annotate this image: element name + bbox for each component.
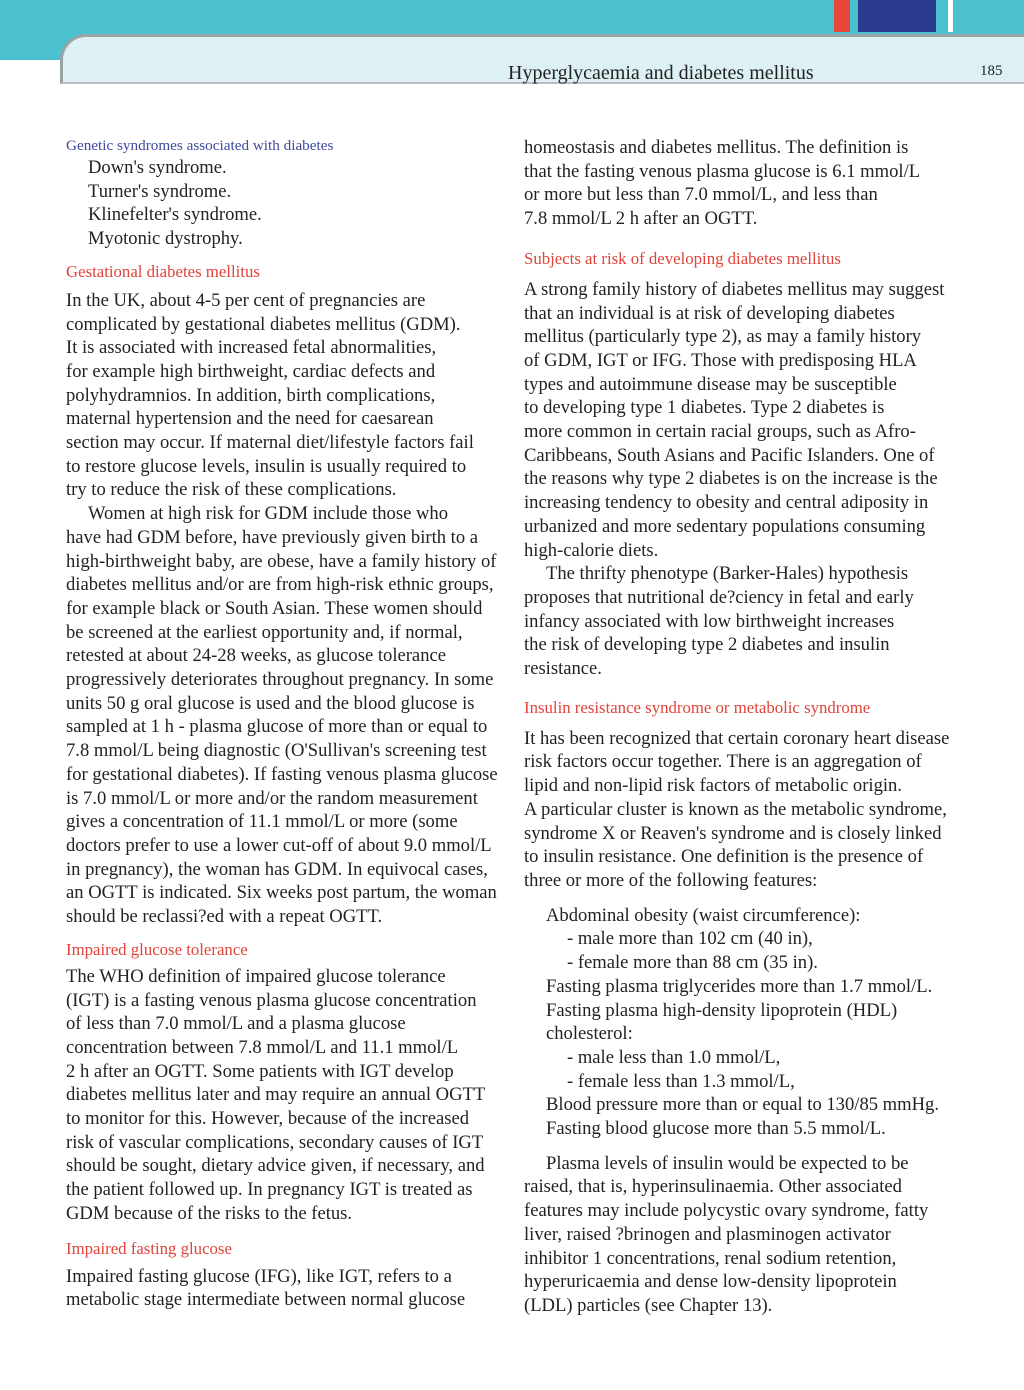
text-line: diabetes mellitus later and may require an annual OGTT (66, 1084, 486, 1106)
text-line: high-birthweight baby, are obese, have a family history of (66, 550, 497, 572)
text-line: in pregnancy), the woman has GDM. In equivocal cases, (66, 858, 488, 880)
list-item: Down's syndrome. (88, 157, 227, 178)
page-number: 185 (980, 63, 1003, 79)
text-line: 7.8 mmol/L being diagnostic (O'Sullivan's screening test (66, 740, 487, 762)
text-line: more common in certain racial groups, such as Afro- (524, 421, 916, 443)
list-item: - male less than 1.0 mmol/L, (567, 1046, 781, 1068)
text-line: for gestational diabetes). If fasting venous plasma glucose (66, 763, 498, 785)
text-line: should be reclassi?ed with a repeat OGTT. (66, 906, 383, 928)
text-line: to restore glucose levels, insulin is usually required to (66, 455, 467, 477)
text-line: gives a concentration of 11.1 mmol/L or more (some (66, 811, 458, 833)
text-line: for example high birthweight, cardiac defects and (66, 360, 436, 382)
list-item: Blood pressure more than or equal to 130/85 mmHg. (546, 1094, 939, 1116)
text-line: A strong family history of diabetes mellitus may suggest (524, 278, 945, 300)
list-item: - female less than 1.3 mmol/L, (567, 1070, 795, 1092)
text-line: that the fasting venous plasma glucose is 6.1 mmol/L (524, 160, 921, 182)
list-item: Fasting plasma high-density lipoprotein (HDL) (546, 999, 898, 1021)
text-line: Women at high risk for GDM include those who (88, 503, 448, 525)
gdm-paragraph-2 (66, 502, 528, 929)
section-heading-gdm: Gestational diabetes mellitus (66, 261, 260, 281)
section-heading-insulin-resistance: Insulin resistance syndrome or metabolic syndrome (524, 697, 871, 717)
text-line: try to reduce the risk of these complications. (66, 479, 397, 501)
list-item: Fasting blood glucose more than 5.5 mmol/L. (546, 1118, 886, 1140)
text-line: GDM because of the risks to the fetus. (66, 1202, 353, 1224)
header-accent-red (834, 0, 850, 32)
header-accent-navy (858, 0, 936, 32)
text-line: Impaired fasting glucose (IFG), like IGT, refers to a (66, 1265, 452, 1287)
list-item: - female more than 88 cm (35 in). (567, 952, 818, 974)
text-line: inhibitor 1 concentrations, renal sodium retention, (524, 1247, 897, 1269)
irs-paragraph-2 (524, 1152, 984, 1318)
text-line: It has been recognized that certain coronary heart disease (524, 727, 950, 749)
left-column (66, 136, 528, 1312)
risk-paragraph-2 (524, 562, 984, 681)
text-line: risk of vascular complications, secondary causes of IGT (66, 1131, 484, 1153)
text-line: the patient followed up. In pregnancy IGT is treated as (66, 1179, 473, 1201)
text-line: The thrifty phenotype (Barker-Hales) hypothesis (546, 563, 909, 585)
text-line: In the UK, about 4-5 per cent of pregnancies are (66, 289, 426, 311)
gdm-paragraph-1 (66, 289, 528, 502)
text-line: or more but less than 7.0 mmol/L, and less than (524, 184, 878, 206)
text-line: Plasma levels of insulin would be expected to be (546, 1152, 909, 1174)
text-line: for example black or South Asian. These women should (66, 597, 483, 619)
text-line: units 50 g oral glucose is used and the blood glucose is (66, 692, 475, 714)
header-accent-divider (948, 0, 953, 32)
text-line: increasing tendency to obesity and central adiposity in (524, 492, 929, 514)
text-line: concentration between 7.8 mmol/L and 11.1 mmol/L (66, 1036, 459, 1058)
ifg-paragraph (66, 1265, 528, 1312)
ifg-paragraph-continued (524, 136, 984, 231)
text-line: an OGTT is indicated. Six weeks post partum, the woman (66, 882, 497, 904)
text-line: syndrome X or Reaven's syndrome and is closely linked (524, 822, 942, 844)
text-line: raised, that is, hyperinsulinaemia. Other associated (524, 1176, 902, 1198)
text-line: of less than 7.0 mmol/L and a plasma glucose (66, 1013, 406, 1035)
text-line: lipid and non-lipid risk factors of metabolic origin. (524, 775, 902, 797)
text-line: It is associated with increased fetal abnormalities, (66, 337, 437, 359)
section-heading-risk: Subjects at risk of developing diabetes mellitus (524, 248, 841, 268)
text-line: doctors prefer to use a lower cut-off of about 9.0 mmol/L (66, 834, 492, 856)
text-line: proposes that nutritional de?ciency in fetal and early (524, 586, 914, 608)
text-line: to monitor for this. However, because of the increased (66, 1108, 470, 1130)
text-line: Caribbeans, South Asians and Pacific Islanders. One of (524, 444, 935, 466)
text-line: A particular cluster is known as the metabolic syndrome, (524, 798, 947, 820)
text-line: three or more of the following features: (524, 869, 818, 891)
genetic-syndrome-list (66, 156, 528, 251)
metabolic-features-list (524, 904, 984, 1141)
igt-paragraph (66, 965, 528, 1226)
text-line: complicated by gestational diabetes mellitus (GDM). (66, 313, 461, 335)
text-line: high-calorie diets. (524, 539, 659, 561)
text-line: of GDM, IGT or IFG. Those with predisposing HLA (524, 349, 917, 371)
text-line: The WHO definition of impaired glucose tolerance (66, 965, 446, 987)
text-line: homeostasis and diabetes mellitus. The definition is (524, 137, 909, 158)
text-line: (IGT) is a fasting venous plasma glucose concentration (66, 989, 477, 1011)
text-line: the reasons why type 2 diabetes is on the increase is the (524, 468, 938, 490)
text-line: to developing type 1 diabetes. Type 2 diabetes is (524, 397, 885, 419)
text-line: the risk of developing type 2 diabetes and insulin (524, 634, 890, 656)
text-line: to insulin resistance. One definition is the presence of (524, 846, 924, 868)
text-line: urbanized and more sedentary populations consuming (524, 515, 926, 537)
text-line: mellitus (particularly type 2), as may a family history (524, 326, 922, 348)
text-line: infancy associated with low birthweight increases (524, 610, 895, 632)
text-line: (LDL) particles (see Chapter 13). (524, 1294, 773, 1316)
list-item: Klinefelter's syndrome. (88, 204, 262, 226)
risk-paragraph-1 (524, 278, 984, 562)
text-line: 7.8 mmol/L 2 h after an OGTT. (524, 208, 758, 230)
list-item: Abdominal obesity (waist circumference): (546, 904, 861, 926)
section-heading-igt: Impaired glucose tolerance (66, 939, 248, 959)
text-line: features may include polycystic ovary syndrome, fatty (524, 1200, 929, 1222)
text-line: hyperuricaemia and dense low-density lipoprotein (524, 1271, 897, 1293)
text-line: resistance. (524, 658, 602, 680)
text-line: section may occur. If maternal diet/lifestyle factors fail (66, 432, 474, 454)
text-line: liver, raised ?brinogen and plasminogen activator (524, 1223, 891, 1245)
text-line: diabetes mellitus and/or are from high-risk ethnic groups, (66, 574, 494, 596)
text-line: sampled at 1 h - plasma glucose of more than or equal to (66, 716, 488, 738)
list-item: - male more than 102 cm (40 in), (567, 928, 813, 950)
text-line: maternal hypertension and the need for caesarean (66, 408, 434, 430)
text-line: should be sought, dietary advice given, if necessary, and (66, 1155, 485, 1177)
running-title: Hyperglycaemia and diabetes mellitus (508, 62, 814, 84)
text-line: polyhydramnios. In addition, birth complications, (66, 384, 436, 406)
text-line: be screened at the earliest opportunity and, if normal, (66, 621, 463, 643)
text-line: metabolic stage intermediate between normal glucose (66, 1289, 466, 1311)
text-line: is 7.0 mmol/L or more and/or the random measurement (66, 787, 478, 809)
right-column (524, 136, 984, 1318)
text-line: that an individual is at risk of developing diabetes (524, 302, 895, 324)
text-line: have had GDM before, have previously given birth to a (66, 526, 479, 548)
section-heading-genetic: Genetic syndromes associated with diabetes (66, 137, 334, 154)
text-line: retested at about 24-28 weeks, as glucose tolerance (66, 645, 446, 667)
list-item: cholesterol: (546, 1023, 633, 1045)
list-item: Myotonic dystrophy. (88, 228, 243, 250)
text-line: progressively deteriorates throughout pregnancy. In some (66, 669, 494, 691)
section-heading-ifg: Impaired fasting glucose (66, 1238, 232, 1258)
text-line: risk factors occur together. There is an aggregation of (524, 751, 922, 773)
list-item: Turner's syndrome. (88, 180, 232, 202)
text-line: types and autoimmune disease may be susceptible (524, 373, 897, 395)
irs-paragraph-1 (524, 727, 984, 893)
text-line: 2 h after an OGTT. Some patients with IGT develop (66, 1060, 454, 1082)
list-item: Fasting plasma triglycerides more than 1.7 mmol/L. (546, 975, 933, 997)
